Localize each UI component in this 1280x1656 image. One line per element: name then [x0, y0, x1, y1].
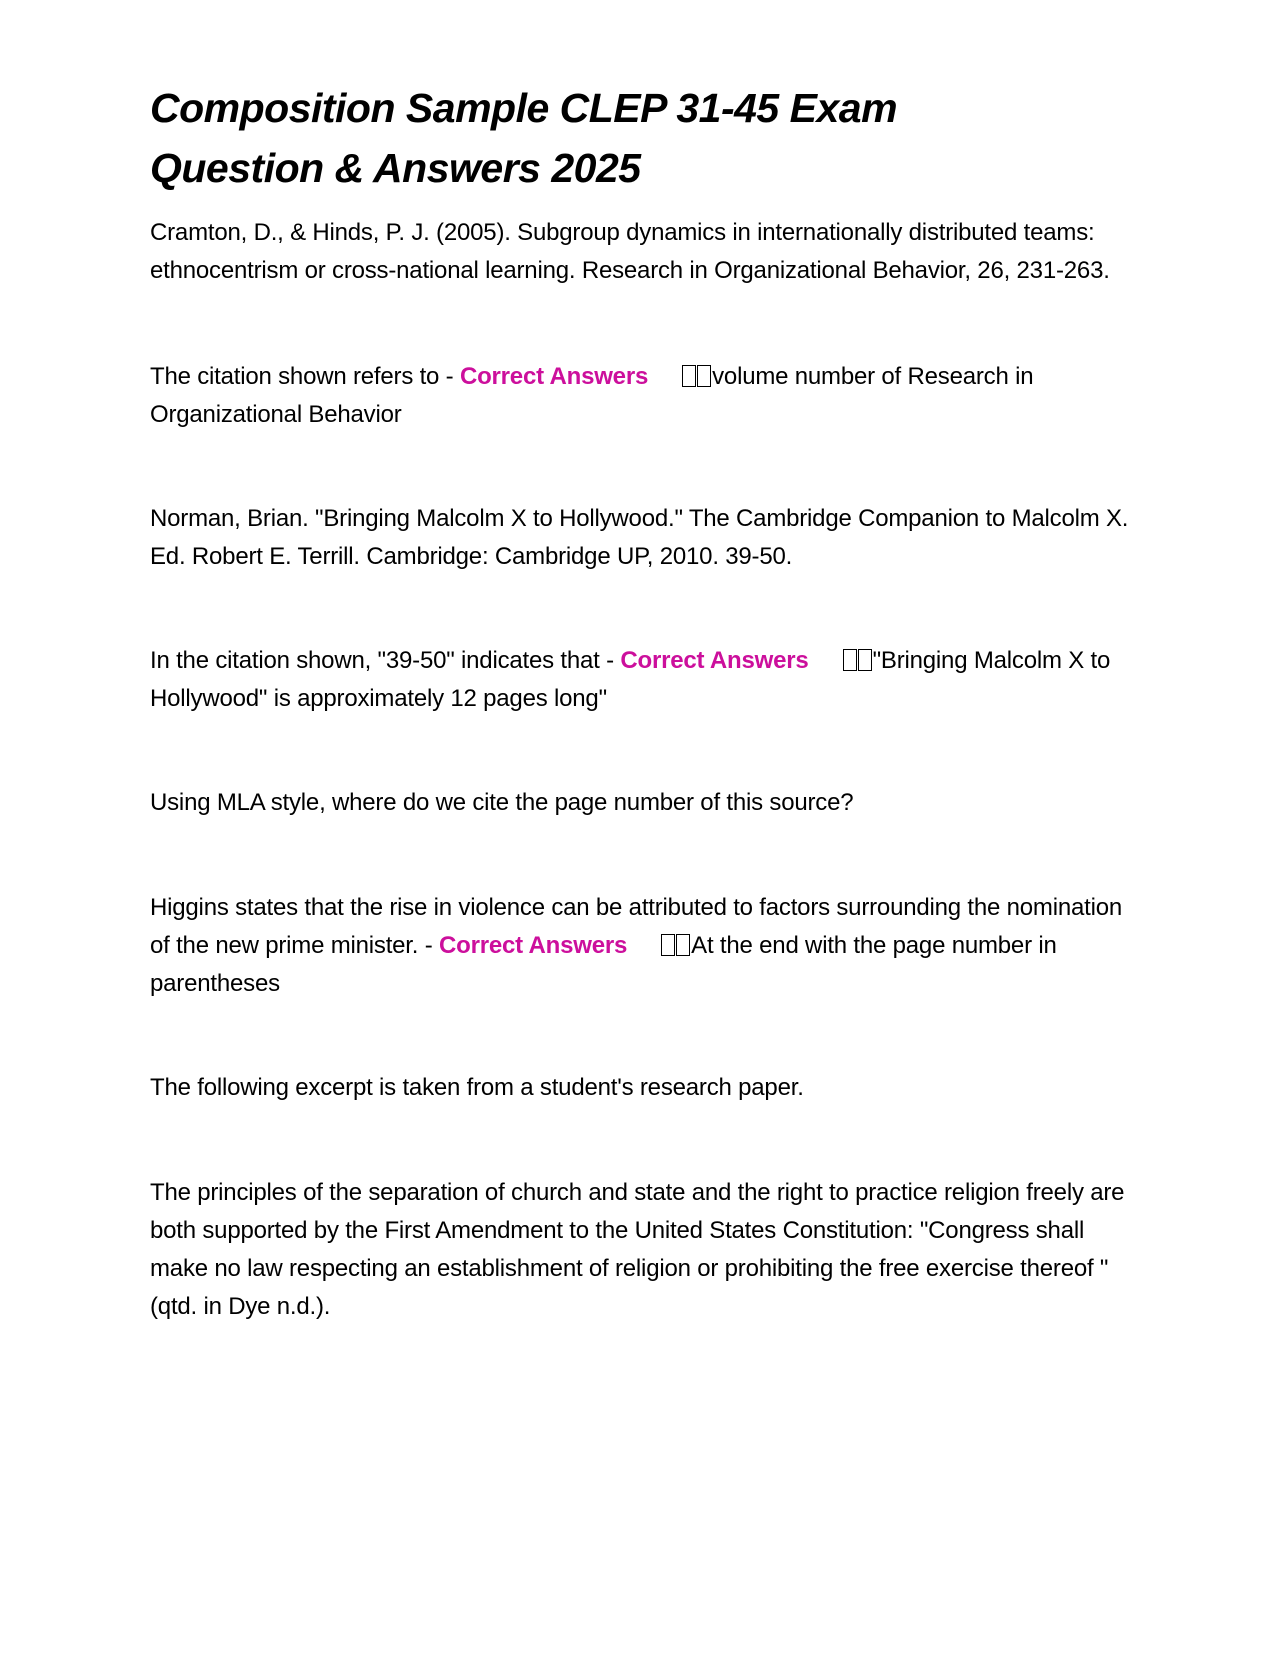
missing-glyph-icon — [682, 358, 712, 396]
title-line-2: Question & Answers 2025 — [150, 145, 641, 191]
mla-question: Using MLA style, where do we cite the page number of this source? — [150, 789, 854, 816]
question-text: The citation shown refers to - — [150, 363, 460, 390]
correct-answers-label: Correct Answers — [438, 932, 628, 959]
answer-text: At the end with the page number in parentheses — [150, 932, 1057, 997]
question-answer-2 — [150, 642, 1140, 718]
question-answer-3 — [150, 889, 1140, 1003]
missing-glyph-icon — [843, 642, 873, 680]
excerpt-text: The principles of the separation of church and state and the right to practice religion freely are both supported by the First Amendment to the United States Constitution: "Congress shall make no law respecting an establishment of religion or prohibiting the free exercise thereof " (qtd. in Dye n.d.). — [150, 1179, 1125, 1320]
question-text: In the citation shown, "39-50" indicates that - — [150, 647, 621, 674]
citation-cramton: Cramton, D., & Hinds, P. J. (2005). Subgroup dynamics in internationally distributed teams: ethnocentrism or cross-national learning. Research in Organizational Behavior, 26, 231-263. — [150, 219, 1110, 284]
answer-text: "Bringing Malcolm X to Hollywood" is approximately 12 pages long" — [150, 647, 1111, 712]
excerpt-intro: The following excerpt is taken from a student's research paper. — [150, 1074, 804, 1101]
question-answer-1 — [150, 358, 1140, 434]
title-line-1: Composition Sample CLEP 31-45 Exam — [150, 85, 898, 131]
citation-norman: Norman, Brian. "Bringing Malcolm X to Hollywood." The Cambridge Companion to Malcolm X. Ed. Robert E. Terrill. Cambridge: Cambridge UP, 2010. 39-50. — [150, 505, 1129, 570]
document-title — [150, 78, 1140, 198]
question-text: Higgins states that the rise in violence can be attributed to factors surrounding the nomination of the new prime minister. - — [150, 894, 1123, 959]
correct-answers-label: Correct Answers — [459, 363, 649, 390]
correct-answers-label: Correct Answers — [620, 647, 809, 674]
document-page — [150, 78, 1140, 1326]
missing-glyph-icon — [661, 927, 691, 965]
answer-text: volume number of Research in Organizational Behavior — [150, 363, 1034, 428]
